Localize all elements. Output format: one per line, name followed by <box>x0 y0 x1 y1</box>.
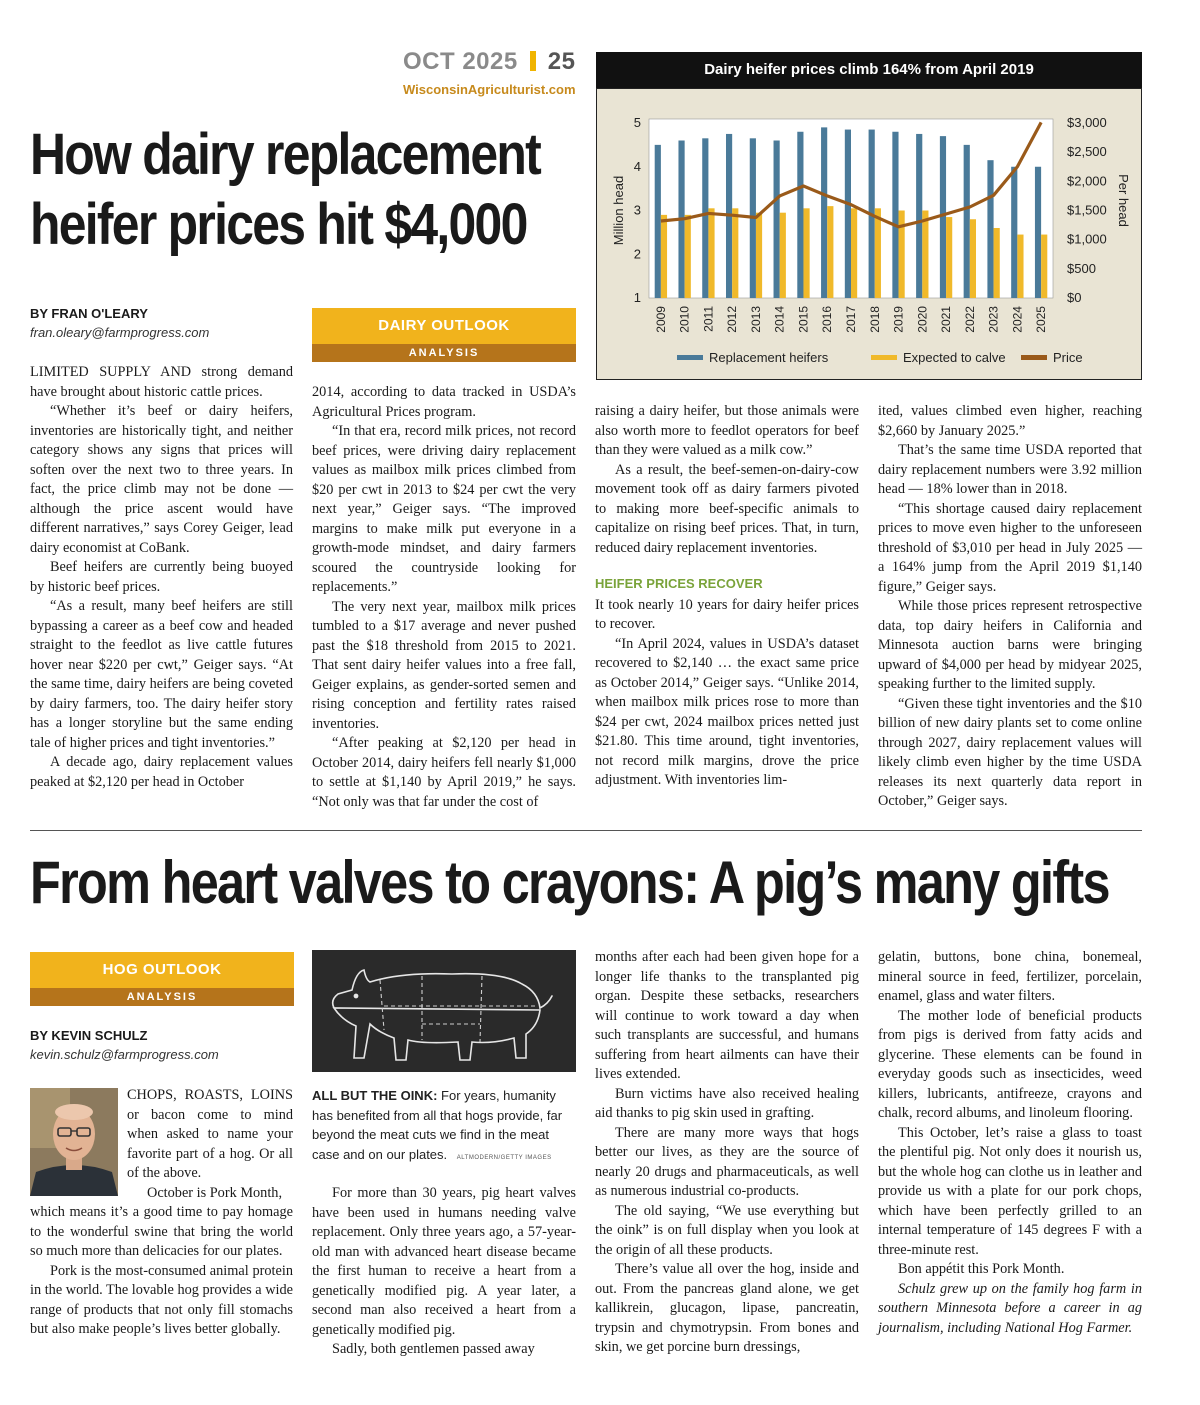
bar-expected-to-calve-2011 <box>708 208 714 298</box>
legend-label: Replacement heifers <box>709 350 829 365</box>
legend-swatch <box>1021 355 1047 360</box>
paragraph: “After peaking at $2,120 per head in October 2014, dairy heifers fell nearly $1,000 to settle at $1,140 by April 2019,” he says. “Not only was that far under the cost of <box>312 735 576 810</box>
x-tick-label: 2010 <box>677 306 692 333</box>
x-tick-label: 2022 <box>962 306 977 333</box>
x-tick-label: 2019 <box>891 306 906 333</box>
right-tick-label: $1,000 <box>1067 231 1107 247</box>
story1-column-4 <box>878 402 1142 812</box>
x-tick-label: 2013 <box>748 306 763 333</box>
x-tick-label: 2009 <box>653 306 668 333</box>
bar-expected-to-calve-2015 <box>803 208 809 298</box>
bar-expected-to-calve-2013 <box>756 213 762 298</box>
paragraph: As a result, the beef-semen-on-dairy-cow movement took off as dairy farmers pivoted to making more beef-specific animals to capitalize on rising beef prices. That, in turn, reduced dairy replacement inventories. <box>595 461 859 556</box>
paragraph: gelatin, buttons, bone china, bonemeal, mineral source in feed, fertilizer, porcelain, enamel, glass and water filters. <box>878 949 1142 1004</box>
page-number: 25 <box>547 48 576 75</box>
story1-column-2 <box>312 383 576 812</box>
left-axis-label: Million head <box>611 175 626 246</box>
pig-chalkboard-photo <box>312 950 576 1072</box>
bar-expected-to-calve-2017 <box>851 208 857 298</box>
left-tick-label: 2 <box>633 246 641 262</box>
subhead-heifer-prices-recover: HEIFER PRICES RECOVER <box>595 576 763 591</box>
bar-expected-to-calve-2021 <box>946 217 952 298</box>
paragraph: This October, let’s raise a glass to toast the plentiful pig. Not only does it nourish us, but the whole hog can clothe us in leather and provide us with a plate for our pork chops, which have been perfectly grilled to an internal temperature of 145 degrees F with a three-minute rest. <box>878 1124 1142 1258</box>
story1-byline: BY FRAN O'LEARY <box>30 306 148 321</box>
issue-date: OCT 2025 <box>403 48 518 75</box>
paragraph: It took nearly 10 years for dairy heifer prices to recover. <box>595 596 859 632</box>
x-tick-label: 2012 <box>725 306 740 333</box>
legend-swatch <box>871 355 897 360</box>
paragraph: October is Pork Month, <box>147 1184 283 1201</box>
left-tick-label: 4 <box>633 158 641 174</box>
story1-column-1 <box>30 363 293 792</box>
author-bio: Schulz grew up on the family hog farm in southern Minnesota before a career in ag journalism, including National Hog Farmer. <box>878 1280 1142 1336</box>
paragraph: which means it’s a good time to pay homage to the wonderful swine that bring the world so much more than delicacies for our plates. <box>30 1204 293 1259</box>
bar-expected-to-calve-2014 <box>780 213 786 298</box>
hog-outlook-badge <box>30 952 294 1006</box>
bar-expected-to-calve-2023 <box>994 228 1000 298</box>
paragraph: “As a result, many beef heifers are still bypassing a career as a beef cow and headed straight to the feedlot as live cattle futures hover near $220 per cwt,” Geiger says. “At the same time, dairy heifers are being coveted by dairy farmers, too. The dairy heifer story has a longer storyline but the same ending tale of higher prices and tight inventories.” <box>30 598 293 751</box>
paragraph: “In that era, record milk prices, not record beef prices, were driving dairy replacement values as mailbox milk prices climbed from $20 per cwt in 2013 to $24 per cwt the very next year,” Geiger says. “The improved margins to make milk put everyone in a growth-mode mindset, and dairy farmers scoured the countryside looking for replacements.” <box>312 423 576 595</box>
bar-expected-to-calve-2019 <box>899 211 905 299</box>
story1-headline: How dairy replacement heifer prices hit $4,000 <box>30 122 540 257</box>
right-tick-label: $500 <box>1067 260 1096 276</box>
bar-expected-to-calve-2010 <box>685 215 691 298</box>
bar-replacement-heifers-2025 <box>1035 167 1041 298</box>
paragraph: ited, values climbed even higher, reaching $2,660 by January 2025.” <box>878 403 1142 439</box>
legend-label: Price <box>1053 350 1083 365</box>
right-tick-label: $1,500 <box>1067 202 1107 218</box>
photo-credit: ALTMODERN/GETTY IMAGES <box>456 1154 552 1161</box>
bar-expected-to-calve-2020 <box>922 211 928 299</box>
x-tick-label: 2020 <box>915 306 930 333</box>
x-tick-label: 2021 <box>939 306 954 333</box>
right-tick-label: $0 <box>1067 290 1082 305</box>
paragraph: LIMITED SUPPLY AND strong demand have brought about historic cattle prices. <box>30 364 293 400</box>
paragraph: A decade ago, dairy replacement values peaked at $2,120 per head in October <box>30 754 293 790</box>
story2-column-4 <box>878 948 1142 1338</box>
badge-subtitle: ANALYSIS <box>312 344 576 362</box>
paragraph: There are many more ways that hogs better our lives, as they are the source of nearly 20 drugs and pharmaceuticals, as well as numerous industrial co-products. <box>595 1124 859 1199</box>
chart-title: Dairy heifer prices climb 164% from April 2019 <box>596 52 1142 88</box>
paragraph: For more than 30 years, pig heart valves have been used in humans needing valve replacement. Only three years ago, a 57-year-old man with advanced heart disease became the first human to receive a heart from a genetically modified pig. A year later, a second man also received a heart from a genetically modified pig. <box>312 1185 576 1338</box>
bar-replacement-heifers-2020 <box>916 134 922 298</box>
left-tick-label: 5 <box>633 115 641 130</box>
paragraph: Bon appétit this Pork Month. <box>898 1261 1065 1277</box>
bar-replacement-heifers-2019 <box>892 132 898 298</box>
bar-replacement-heifers-2016 <box>821 127 827 298</box>
paragraph: 2014, according to data tracked in USDA’s Agricultural Prices program. <box>312 384 576 420</box>
x-tick-label: 2023 <box>986 306 1001 333</box>
story2-column-2 <box>312 1184 576 1360</box>
x-tick-label: 2015 <box>796 306 811 333</box>
paragraph: “This shortage caused dairy replacement prices to move even higher to the unforeseen threshold of $3,010 per head in July 2025 — a 164% jump from the April 2019 $1,140 figure,” Geiger says. <box>878 500 1142 595</box>
paragraph: There’s value all over the hog, inside and out. From the pancreas gland alone, we get kallikrein, glucagon, lipase, pancreatin, trypsin and chymotrypsin. From bones and skin, we get porcine burn dressings, <box>595 1261 859 1355</box>
paragraph: months after each had been given hope for a longer life thanks to the transplanted pig organ. Despite these setbacks, researchers will continue to work toward a day when such transplants are successful, and humans suffering from heart ailments can have their lives extended. <box>595 949 859 1082</box>
folio-separator <box>530 51 536 71</box>
badge-title: DAIRY OUTLOOK <box>312 308 576 344</box>
x-tick-label: 2024 <box>1010 306 1025 333</box>
story1-column-3 <box>595 402 859 791</box>
paragraph: The mother lode of beneficial products from pigs is derived from fatty acids and glycerine. These elements can be found in everyday goods such as insecticides, weed killers, lubricants, antifreeze, crayons and chalk, record albums, and linoleum flooring. <box>878 1007 1142 1121</box>
right-tick-label: $2,000 <box>1067 173 1107 189</box>
x-tick-label: 2014 <box>772 306 787 333</box>
dairy-outlook-badge <box>312 308 576 362</box>
x-tick-label: 2025 <box>1034 306 1049 333</box>
bar-expected-to-calve-2018 <box>875 208 881 298</box>
author-portrait <box>30 1088 118 1196</box>
site-url: WisconsinAgriculturist.com <box>403 82 576 97</box>
bar-replacement-heifers-2023 <box>987 160 993 298</box>
paragraph: While those prices represent retrospective data, top dairy heifers in California and Minnesota auction barns were bringing upward of $4,000 per head by midyear 2025, speaking further to the limited supply. <box>878 598 1142 692</box>
bar-replacement-heifers-2011 <box>702 138 708 298</box>
story2-column-3 <box>595 948 859 1358</box>
bar-replacement-heifers-2009 <box>655 145 661 298</box>
bar-expected-to-calve-2009 <box>661 215 667 298</box>
paragraph: Sadly, both gentlemen passed away <box>332 1341 535 1357</box>
legend-swatch <box>677 355 703 360</box>
story2-email: kevin.schulz@farmprogress.com <box>30 1047 219 1062</box>
x-tick-label: 2018 <box>867 306 882 333</box>
paragraph: CHOPS, ROASTS, LOINS or bacon come to mind when asked to name your favorite part of a hog. Or all of the above. <box>127 1087 293 1181</box>
story2-byline: BY KEVIN SCHULZ <box>30 1028 148 1043</box>
bar-replacement-heifers-2017 <box>845 130 851 298</box>
bar-expected-to-calve-2022 <box>970 219 976 298</box>
paragraph: Burn victims have also received healing aid thanks to pig skin used in grafting. <box>595 1085 859 1121</box>
paragraph: “In April 2024, values in USDA’s dataset recovered to $2,140 … the exact same price as October 2014,” Geiger says. “Unlike 2014, when mailbox milk prices rose to more than $24 per cwt, 2024 mailbox prices netted just $21.80. This time around, tight inventories, not record milk margins, drove the price adjustment. With inventories lim- <box>595 635 859 788</box>
x-tick-label: 2017 <box>844 306 858 333</box>
paragraph: That’s the same time USDA reported that dairy replacement numbers were 3.92 million head — 18% lower than in 2018. <box>878 442 1142 497</box>
paragraph: “Whether it’s beef or dairy heifers, inventories are historically tight, and neither category shows any signs that prices will soften over the next two to three years. In fact, the price climb may not be done — although the price ascent would have different narratives,” says Corey Geiger, lead dairy economist at CoBank. <box>30 403 293 556</box>
right-axis-label: Per head <box>1116 174 1131 227</box>
bar-expected-to-calve-2025 <box>1041 235 1047 298</box>
chart-panel <box>596 88 1142 380</box>
paragraph: Pork is the most-consumed animal protein in the world. The lovable hog provides a wide range of products that not only fill stomachs but also make people’s lives better globally. <box>30 1262 293 1337</box>
bar-expected-to-calve-2016 <box>827 206 833 298</box>
photo-caption <box>312 1086 576 1168</box>
badge-title: HOG OUTLOOK <box>30 952 294 988</box>
bar-replacement-heifers-2015 <box>797 132 803 298</box>
paragraph: Beef heifers are currently being buoyed by historic beef prices. <box>30 559 293 595</box>
right-tick-label: $3,000 <box>1067 115 1107 130</box>
heifer-price-chart <box>597 89 1141 379</box>
left-tick-label: 3 <box>633 202 641 218</box>
section-divider <box>30 830 1142 831</box>
story1-email: fran.oleary@farmprogress.com <box>30 325 210 340</box>
paragraph: The old saying, “We use everything but the oink” is on full display when you look at the origin of all these products. <box>595 1202 859 1258</box>
right-tick-label: $2,500 <box>1067 144 1107 160</box>
caption-lead: ALL BUT THE OINK: <box>312 1088 438 1103</box>
left-tick-label: 1 <box>633 290 641 305</box>
bar-replacement-heifers-2022 <box>964 145 970 298</box>
bar-replacement-heifers-2024 <box>1011 167 1017 298</box>
story2-column-1 <box>30 1203 293 1340</box>
bar-expected-to-calve-2012 <box>732 208 738 298</box>
story2-wrap-text <box>127 1086 293 1203</box>
bar-expected-to-calve-2024 <box>1017 235 1023 298</box>
paragraph: “Given these tight inventories and the $10 billion of new dairy plants set to come online through 2027, dairy replacement values will likely climb even higher by the time USDA releases its next quarterly data report in October,” Geiger says. <box>878 695 1142 809</box>
legend-label: Expected to calve <box>903 350 1006 365</box>
badge-subtitle: ANALYSIS <box>30 988 294 1006</box>
x-tick-label: 2016 <box>820 306 835 333</box>
x-tick-label: 2011 <box>701 306 716 332</box>
caption-text: For years, humanity has benefited from all that hogs provide, far beyond the meat cuts we find in the meat case and on our plates. <box>312 1088 563 1162</box>
story2-headline: From heart valves to crayons: A pig’s many gifts <box>30 849 1109 916</box>
issue-folio <box>403 48 583 76</box>
paragraph: raising a dairy heifer, but those animals were also worth more to feedlot operators for beef than they were valued as a milk cow.” <box>595 403 859 458</box>
paragraph: The very next year, mailbox milk prices tumbled to a $17 average and never pushed past the $18 threshold from 2015 to 2021. That sent dairy heifer values into a free fall, Geiger explains, as gender-sorted semen and rising conception and fertility rates raised inventories. <box>312 598 576 732</box>
bar-replacement-heifers-2014 <box>774 141 780 299</box>
